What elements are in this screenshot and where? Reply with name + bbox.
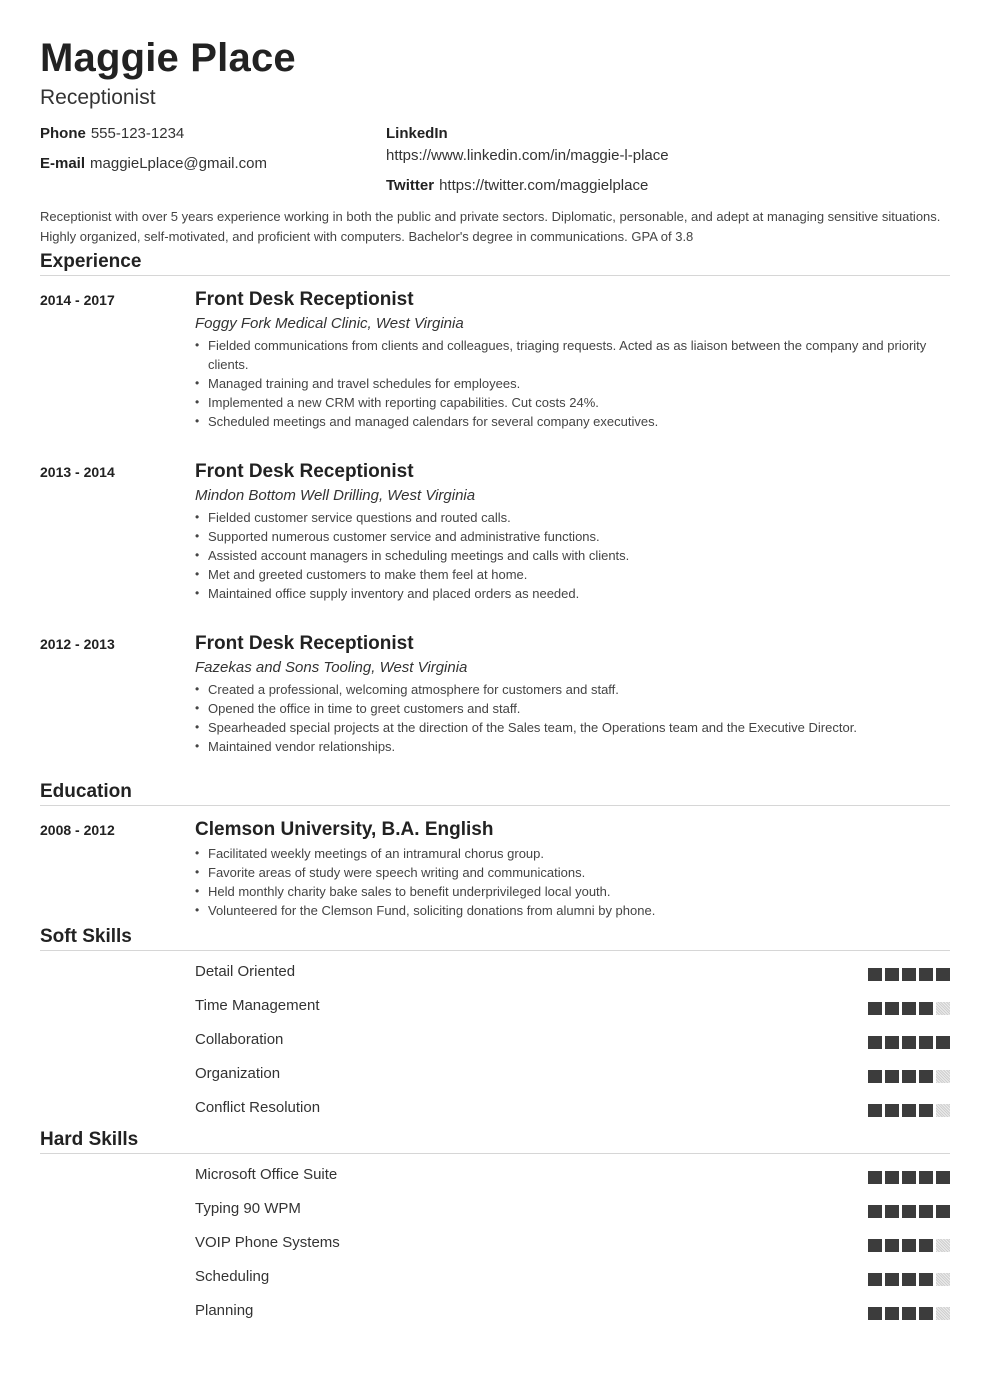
rating-square-filled — [936, 1171, 950, 1184]
rating-square-filled — [919, 1307, 933, 1320]
skill-row — [195, 996, 950, 1020]
rating-square-filled — [885, 1205, 899, 1218]
rating-square-filled — [919, 1070, 933, 1083]
bullet-item: • Fielded communications from clients and colleagues, triaging requests. Acted as as liaison between the company and priority clients. — [195, 336, 950, 374]
bullet-item: • Held monthly charity bake sales to benefit underprivileged local youth. — [195, 882, 950, 901]
experience-entry — [195, 460, 950, 603]
experience-entry — [195, 632, 950, 756]
rating-square-empty — [936, 1104, 950, 1117]
bullet-item: • Met and greeted customers to make them feel at home. — [195, 565, 950, 584]
rating-square-filled — [868, 1104, 882, 1117]
rating-square-filled — [885, 1273, 899, 1286]
skill-name: Typing 90 WPM — [195, 1200, 301, 1217]
rating-square-filled — [885, 1104, 899, 1117]
rating-square-filled — [885, 1239, 899, 1252]
rating-square-empty — [936, 1002, 950, 1015]
job-bullets — [195, 680, 950, 756]
candidate-name: Maggie Place — [40, 36, 296, 80]
bullet-item: • Maintained vendor relationships. — [195, 737, 950, 756]
summary-text: Receptionist with over 5 years experience working in both the public and private sectors. Diplomatic, personable, and adept at managing sensitive situations. Highly organized, self-motivated, and proficient with computers. Bachelor's degree in communications. GPA of 3.8 — [40, 209, 941, 244]
job-bullets — [195, 508, 950, 603]
skill-rating — [868, 968, 950, 981]
bullet-item: • Favorite areas of study were speech writing and communications. — [195, 863, 950, 882]
bullet-item: • Facilitated weekly meetings of an intramural chorus group. — [195, 844, 950, 863]
rating-square-filled — [885, 1070, 899, 1083]
education-bullets — [195, 844, 950, 920]
job-title: Front Desk Receptionist — [195, 289, 414, 310]
rating-square-filled — [936, 968, 950, 981]
email-label: E-mail — [40, 155, 86, 172]
rating-square-filled — [868, 1205, 882, 1218]
skill-row — [195, 962, 950, 986]
bullet-item: • Maintained office supply inventory and placed orders as needed. — [195, 584, 950, 603]
rating-square-empty — [936, 1070, 950, 1083]
skill-rating — [868, 1070, 950, 1083]
skill-name: Collaboration — [195, 1031, 284, 1048]
rating-square-filled — [885, 1171, 899, 1184]
rating-square-filled — [919, 1273, 933, 1286]
bullet-item: • Assisted account managers in scheduling meetings and calls with clients. — [195, 546, 950, 565]
rating-square-filled — [919, 1205, 933, 1218]
bullet-item: • Fielded customer service questions and routed calls. — [195, 508, 950, 527]
skill-row — [195, 1098, 950, 1122]
degree-title: Clemson University, B.A. English — [195, 819, 494, 840]
rating-square-filled — [885, 1002, 899, 1015]
experience-heading: Experience — [40, 251, 950, 276]
rating-square-filled — [902, 1036, 916, 1049]
rating-square-filled — [868, 1002, 882, 1015]
rating-square-empty — [936, 1239, 950, 1252]
skill-name: Scheduling — [195, 1268, 270, 1285]
bullet-item: • Managed training and travel schedules for employees. — [195, 374, 950, 393]
soft-skills-heading: Soft Skills — [40, 926, 950, 951]
skill-row — [195, 1030, 950, 1054]
phone-value: 555-123-1234 — [90, 125, 185, 142]
twitter-label: Twitter — [386, 177, 435, 194]
rating-square-filled — [936, 1036, 950, 1049]
skill-rating — [868, 1171, 950, 1184]
company-name: Foggy Fork Medical Clinic, West Virginia — [195, 315, 464, 332]
rating-square-filled — [902, 1205, 916, 1218]
bullet-item: • Opened the office in time to greet customers and staff. — [195, 699, 950, 718]
phone-label: Phone — [40, 125, 86, 142]
rating-square-filled — [885, 1307, 899, 1320]
education-heading: Education — [40, 781, 950, 806]
rating-square-filled — [885, 1036, 899, 1049]
skill-row — [195, 1165, 950, 1189]
skill-name: Organization — [195, 1065, 281, 1082]
job-title: Front Desk Receptionist — [195, 633, 414, 654]
experience-date: 2014 - 2017 — [40, 292, 115, 308]
rating-square-filled — [919, 1002, 933, 1015]
bullet-item: • Created a professional, welcoming atmosphere for customers and staff. — [195, 680, 950, 699]
rating-square-filled — [868, 1171, 882, 1184]
rating-square-filled — [919, 1171, 933, 1184]
rating-square-empty — [936, 1307, 950, 1320]
skill-name: Time Management — [195, 997, 320, 1014]
rating-square-filled — [868, 968, 882, 981]
contact-twitter — [386, 177, 648, 195]
linkedin-label: LinkedIn — [386, 125, 448, 142]
skill-rating — [868, 1002, 950, 1015]
job-bullets — [195, 336, 950, 431]
bullet-item: • Volunteered for the Clemson Fund, soliciting donations from alumni by phone. — [195, 901, 950, 920]
rating-square-empty — [936, 1273, 950, 1286]
skill-row — [195, 1301, 950, 1325]
rating-square-filled — [919, 1104, 933, 1117]
rating-square-filled — [919, 1239, 933, 1252]
rating-square-filled — [868, 1273, 882, 1286]
experience-entry — [195, 288, 950, 431]
rating-square-filled — [936, 1205, 950, 1218]
rating-square-filled — [902, 1171, 916, 1184]
hard-skills-heading: Hard Skills — [40, 1129, 950, 1154]
rating-square-filled — [885, 968, 899, 981]
rating-square-filled — [902, 1273, 916, 1286]
skill-row — [195, 1233, 950, 1257]
bullet-item: • Scheduled meetings and managed calendars for several company executives. — [195, 412, 950, 431]
rating-square-filled — [919, 1036, 933, 1049]
skill-rating — [868, 1307, 950, 1320]
job-title: Front Desk Receptionist — [195, 461, 414, 482]
skill-rating — [868, 1273, 950, 1286]
skill-row — [195, 1267, 950, 1291]
contact-email — [40, 155, 267, 173]
bullet-item: • Supported numerous customer service and administrative functions. — [195, 527, 950, 546]
rating-square-filled — [902, 1239, 916, 1252]
bullet-item: • Implemented a new CRM with reporting capabilities. Cut costs 24%. — [195, 393, 950, 412]
rating-square-filled — [902, 1002, 916, 1015]
skill-row — [195, 1064, 950, 1088]
skill-rating — [868, 1239, 950, 1252]
rating-square-filled — [868, 1239, 882, 1252]
rating-square-filled — [902, 1307, 916, 1320]
experience-date: 2013 - 2014 — [40, 464, 115, 480]
rating-square-filled — [868, 1307, 882, 1320]
education-entry — [195, 818, 950, 920]
company-name: Fazekas and Sons Tooling, West Virginia — [195, 659, 468, 676]
skill-name: Detail Oriented — [195, 963, 296, 980]
skill-row — [195, 1199, 950, 1223]
skill-name: Conflict Resolution — [195, 1099, 321, 1116]
skill-name: Microsoft Office Suite — [195, 1166, 338, 1183]
skill-rating — [868, 1205, 950, 1218]
bullet-item: • Spearheaded special projects at the direction of the Sales team, the Operations team and the Executive Director. — [195, 718, 950, 737]
twitter-link[interactable]: https://twitter.com/maggielplace — [439, 177, 649, 194]
linkedin-link[interactable]: https://www.linkedin.com/in/maggie-l-place — [386, 147, 669, 164]
skill-rating — [868, 1036, 950, 1049]
rating-square-filled — [919, 968, 933, 981]
skill-rating — [868, 1104, 950, 1117]
contact-phone — [40, 125, 184, 143]
rating-square-filled — [902, 968, 916, 981]
rating-square-filled — [902, 1070, 916, 1083]
candidate-title: Receptionist — [40, 86, 156, 109]
company-name: Mindon Bottom Well Drilling, West Virginia — [195, 487, 476, 504]
experience-date: 2012 - 2013 — [40, 636, 115, 652]
rating-square-filled — [868, 1036, 882, 1049]
email-value[interactable]: maggieLplace@gmail.com — [90, 155, 267, 172]
rating-square-filled — [902, 1104, 916, 1117]
skill-name: VOIP Phone Systems — [195, 1234, 340, 1251]
rating-square-filled — [868, 1070, 882, 1083]
skill-name: Planning — [195, 1302, 254, 1319]
education-date: 2008 - 2012 — [40, 822, 115, 838]
